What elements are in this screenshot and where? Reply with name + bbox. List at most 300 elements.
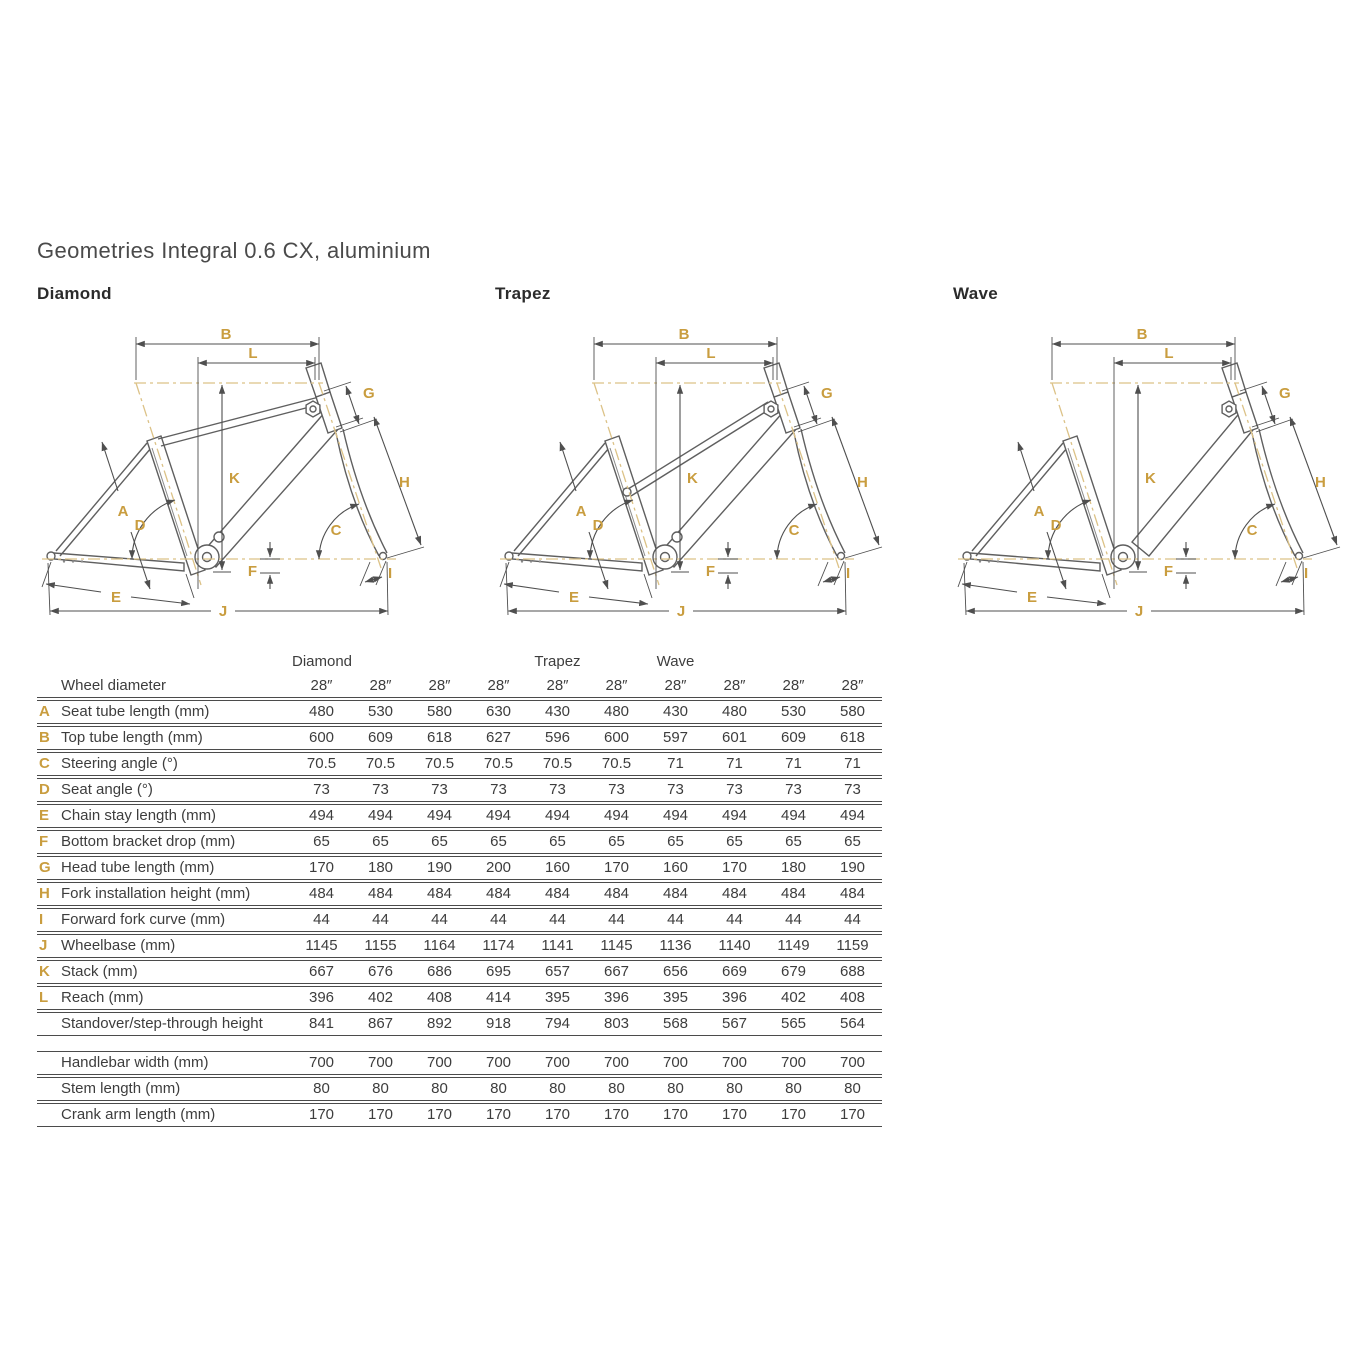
- diagram-line: [161, 404, 321, 446]
- row-letter: K: [39, 963, 50, 980]
- cell-value: 65: [667, 833, 684, 850]
- cell-value: 609: [367, 729, 394, 746]
- row-label: Stack (mm): [61, 963, 138, 980]
- cell-value: 170: [721, 859, 748, 876]
- cell-value: 73: [372, 781, 389, 798]
- diagram-line: [1262, 386, 1275, 424]
- row-label: Chain stay length (mm): [61, 807, 217, 824]
- cell-value: 1145: [600, 937, 633, 954]
- fork-blade: [343, 429, 387, 553]
- cell-value: 80: [844, 1080, 861, 1097]
- row-label: Stem length (mm): [61, 1080, 181, 1097]
- table-row: [37, 700, 882, 724]
- row-letter: B: [39, 729, 50, 746]
- variant-heading: Wave: [953, 284, 998, 303]
- cell-value: 65: [608, 833, 625, 850]
- cell-value: 190: [426, 859, 453, 876]
- dim-letter-K: K: [1145, 470, 1156, 487]
- cell-value: 494: [839, 807, 866, 824]
- variant-heading: Trapez: [495, 284, 551, 303]
- table-group-label: Wave: [656, 653, 695, 670]
- motor-housing: [195, 545, 219, 569]
- table-row: [37, 752, 882, 776]
- frame-diagram-svg: [30, 306, 450, 636]
- row-letter: A: [39, 703, 50, 720]
- cell-value: 609: [780, 729, 807, 746]
- row-letter: L: [39, 989, 49, 1006]
- cell-value: 484: [662, 885, 689, 902]
- row-label: Head tube length (mm): [61, 859, 215, 876]
- cell-value: 28″: [664, 677, 687, 694]
- cell-value: 1145: [305, 937, 338, 954]
- diagram-line: [804, 386, 817, 424]
- cell-value: 1140: [718, 937, 751, 954]
- cell-value: 414: [485, 989, 512, 1006]
- cell-value: 700: [426, 1054, 453, 1071]
- cell-value: 480: [721, 703, 748, 720]
- cell-value: 600: [308, 729, 335, 746]
- cell-value: 565: [780, 1015, 807, 1032]
- diagram-line: [1047, 597, 1106, 604]
- cell-value: 430: [662, 703, 689, 720]
- variant-wave: [946, 284, 1366, 636]
- dim-letter-B: B: [220, 326, 232, 343]
- table-row: [37, 934, 882, 958]
- row-label: Steering angle (°): [61, 755, 178, 772]
- cell-value: 700: [662, 1054, 689, 1071]
- cell-value: 484: [308, 885, 335, 902]
- steerer-spacers: [306, 363, 330, 397]
- dim-letter-J: J: [1134, 603, 1144, 620]
- cell-value: 170: [603, 859, 630, 876]
- cell-value: 627: [485, 729, 512, 746]
- dim-letter-I: I: [846, 565, 851, 582]
- row-letter: C: [39, 755, 50, 772]
- dim-letter-A: A: [117, 503, 129, 520]
- cell-value: 170: [662, 1106, 689, 1123]
- cell-value: 1174: [482, 937, 515, 954]
- row-label: Seat tube length (mm): [61, 703, 210, 720]
- table-row: [37, 1077, 882, 1101]
- cell-value: 695: [485, 963, 512, 980]
- variant-diamond: [30, 284, 450, 636]
- steerer-spacers: [1222, 363, 1246, 397]
- cell-value: 484: [485, 885, 512, 902]
- cell-value: 402: [367, 989, 394, 1006]
- cell-value: 618: [426, 729, 453, 746]
- cell-value: 160: [662, 859, 689, 876]
- cell-value: 80: [313, 1080, 330, 1097]
- cell-value: 28″: [723, 677, 746, 694]
- cell-value: 170: [308, 859, 335, 876]
- cell-value: 190: [839, 859, 866, 876]
- table-group-label: Trapez: [534, 653, 581, 670]
- row-label: Bottom bracket drop (mm): [61, 833, 236, 850]
- row-letter: G: [39, 859, 51, 876]
- diagram-line: [962, 584, 1017, 592]
- headset-bolt: [764, 401, 778, 417]
- cell-value: 484: [544, 885, 571, 902]
- cell-value: 484: [721, 885, 748, 902]
- cell-value: 408: [839, 989, 866, 1006]
- cell-value: 65: [844, 833, 861, 850]
- cell-value: 180: [780, 859, 807, 876]
- cell-value: 494: [367, 807, 394, 824]
- row-label: Handlebar width (mm): [61, 1054, 209, 1071]
- chainstay-hole: [979, 560, 981, 562]
- dim-letter-I: I: [1304, 565, 1309, 582]
- cell-value: 700: [603, 1054, 630, 1071]
- cell-value: 618: [839, 729, 866, 746]
- diagram-line: [958, 562, 967, 587]
- cell-value: 80: [372, 1080, 389, 1097]
- cell-value: 395: [662, 989, 689, 1006]
- dim-letter-C: C: [1246, 522, 1258, 539]
- cell-value: 700: [367, 1054, 394, 1071]
- diagram-line: [42, 562, 51, 587]
- diagram-line: [644, 574, 652, 598]
- cell-value: 71: [785, 755, 802, 772]
- dim-letter-G: G: [1279, 385, 1291, 402]
- frame-diagram-svg: [946, 306, 1366, 636]
- steerer-spacers: [764, 363, 788, 397]
- cell-value: 688: [839, 963, 866, 980]
- diagram-line: [102, 442, 118, 491]
- cell-value: 700: [780, 1054, 807, 1071]
- row-letter: I: [39, 911, 44, 928]
- row-letter: D: [39, 781, 50, 798]
- diagram-line: [1018, 442, 1034, 491]
- chainstay-hole: [539, 560, 541, 562]
- cell-value: 484: [780, 885, 807, 902]
- dim-letter-L: L: [248, 345, 258, 362]
- cell-value: 396: [308, 989, 335, 1006]
- row-label: Wheel diameter: [61, 677, 167, 694]
- cell-value: 70.5: [424, 755, 455, 772]
- diagram-line: [500, 562, 509, 587]
- diagram-line: [46, 584, 101, 592]
- dim-letter-H: H: [1315, 474, 1326, 491]
- cell-value: 1155: [364, 937, 397, 954]
- table-group-header: [37, 652, 882, 672]
- cell-value: 667: [603, 963, 630, 980]
- table-row: [37, 804, 882, 828]
- row-label: Standover/step-through height: [61, 1015, 263, 1032]
- diagram-line: [504, 584, 559, 592]
- cell-value: 494: [426, 807, 453, 824]
- dim-letter-D: D: [134, 517, 146, 534]
- cell-value: 71: [726, 755, 743, 772]
- cell-value: 170: [544, 1106, 571, 1123]
- table-row: [37, 1051, 882, 1075]
- chainstay-hole: [521, 560, 523, 562]
- dim-letter-K: K: [687, 470, 698, 487]
- cell-value: 480: [603, 703, 630, 720]
- cell-value: 180: [367, 859, 394, 876]
- cell-value: 1159: [836, 937, 869, 954]
- chainstay-hole: [63, 560, 65, 562]
- cell-value: 80: [490, 1080, 507, 1097]
- diagram-line: [360, 562, 370, 586]
- dim-letter-J: J: [676, 603, 686, 620]
- cell-value: 80: [667, 1080, 684, 1097]
- cell-value: 794: [544, 1015, 571, 1032]
- dim-letter-B: B: [1136, 326, 1148, 343]
- dim-letter-I: I: [388, 565, 393, 582]
- cell-value: 200: [485, 859, 512, 876]
- cell-value: 80: [431, 1080, 448, 1097]
- table-row: [37, 908, 882, 932]
- variant-heading: Diamond: [37, 284, 112, 303]
- cell-value: 65: [431, 833, 448, 850]
- cell-value: 494: [780, 807, 807, 824]
- cell-value: 73: [490, 781, 507, 798]
- dim-letter-B: B: [678, 326, 690, 343]
- cell-value: 170: [308, 1106, 335, 1123]
- table-row: [37, 882, 882, 906]
- cell-value: 494: [308, 807, 335, 824]
- table-row: [37, 986, 882, 1010]
- dim-letter-C: C: [330, 522, 342, 539]
- cell-value: 160: [544, 859, 571, 876]
- diagram-line: [374, 417, 421, 545]
- dim-letter-E: E: [110, 589, 122, 606]
- cell-value: 44: [549, 911, 566, 928]
- spec-table: [37, 652, 882, 1127]
- row-letter: F: [39, 833, 49, 850]
- chainstay-hole: [530, 560, 532, 562]
- down-tube: [202, 411, 340, 567]
- dim-letter-D: D: [592, 517, 604, 534]
- chainstay-hole: [997, 560, 999, 562]
- row-letter: H: [39, 885, 50, 902]
- cell-value: 803: [603, 1015, 630, 1032]
- diagram-line: [514, 443, 605, 551]
- cell-value: 564: [839, 1015, 866, 1032]
- dim-letter-A: A: [575, 503, 587, 520]
- cell-value: 80: [785, 1080, 802, 1097]
- cell-value: 73: [667, 781, 684, 798]
- cell-value: 28″: [782, 677, 805, 694]
- diagram-line: [186, 574, 194, 598]
- cell-value: 28″: [546, 677, 569, 694]
- diagrams-row: [30, 284, 1370, 636]
- cell-value: 580: [839, 703, 866, 720]
- cell-value: 28″: [369, 677, 392, 694]
- diagram-line: [845, 547, 882, 558]
- cell-value: 44: [431, 911, 448, 928]
- chainstay-hole: [72, 560, 74, 562]
- cell-value: 494: [485, 807, 512, 824]
- table-row: [37, 675, 882, 698]
- cell-value: 71: [844, 755, 861, 772]
- cell-value: 70.5: [365, 755, 396, 772]
- cell-value: 44: [667, 911, 684, 928]
- dim-letter-J: J: [218, 603, 228, 620]
- cell-value: 44: [372, 911, 389, 928]
- cell-value: 841: [308, 1015, 335, 1032]
- row-letter: J: [39, 937, 48, 954]
- table-row: [37, 856, 882, 880]
- cell-value: 597: [662, 729, 689, 746]
- cell-value: 530: [780, 703, 807, 720]
- table-group-label: Diamond: [292, 653, 353, 670]
- cell-value: 396: [721, 989, 748, 1006]
- dim-letter-L: L: [1164, 345, 1174, 362]
- cell-value: 170: [367, 1106, 394, 1123]
- frame-diagram-svg: [488, 306, 908, 636]
- diagram-line: [319, 383, 381, 568]
- cell-value: 44: [844, 911, 861, 928]
- cell-value: 170: [721, 1106, 748, 1123]
- cell-value: 170: [839, 1106, 866, 1123]
- cell-value: 700: [839, 1054, 866, 1071]
- cell-value: 73: [313, 781, 330, 798]
- fork-blade: [1259, 429, 1303, 553]
- chainstay-hole: [81, 560, 83, 562]
- diagram-line: [1102, 574, 1110, 598]
- diagram-line: [56, 443, 147, 551]
- cell-value: 170: [603, 1106, 630, 1123]
- dim-letter-C: C: [788, 522, 800, 539]
- cell-value: 28″: [841, 677, 864, 694]
- diagram-line: [60, 448, 151, 556]
- diagram-line: [48, 563, 50, 615]
- cell-value: 1164: [423, 937, 456, 954]
- cell-value: 73: [431, 781, 448, 798]
- diagram-line: [1303, 547, 1340, 558]
- cell-value: 892: [426, 1015, 453, 1032]
- diagram-line: [131, 597, 190, 604]
- cell-value: 70.5: [601, 755, 632, 772]
- cell-value: 580: [426, 703, 453, 720]
- variant-trapez: [488, 284, 908, 636]
- cell-value: 408: [426, 989, 453, 1006]
- diagram-line: [777, 383, 839, 568]
- table-section-gap: [37, 1038, 882, 1051]
- cell-value: 70.5: [483, 755, 514, 772]
- table-row: [37, 778, 882, 802]
- fork-blade: [801, 429, 845, 553]
- row-label: Crank arm length (mm): [61, 1106, 216, 1123]
- diagram-line: [589, 597, 648, 604]
- table-row: [37, 1103, 882, 1127]
- cell-value: 686: [426, 963, 453, 980]
- cell-value: 73: [726, 781, 743, 798]
- table-row: [37, 830, 882, 854]
- dim-letter-H: H: [857, 474, 868, 491]
- diagram-line: [560, 442, 576, 491]
- cell-value: 80: [726, 1080, 743, 1097]
- cell-value: 80: [549, 1080, 566, 1097]
- row-label: Forward fork curve (mm): [61, 911, 226, 928]
- cell-value: 669: [721, 963, 748, 980]
- table-row: [37, 1012, 882, 1036]
- cell-value: 600: [603, 729, 630, 746]
- cell-value: 676: [367, 963, 394, 980]
- cell-value: 396: [603, 989, 630, 1006]
- cell-value: 918: [485, 1015, 512, 1032]
- cell-value: 71: [667, 755, 684, 772]
- diagram-line: [976, 448, 1067, 556]
- diagram-line: [1290, 417, 1337, 545]
- diagram-line: [834, 561, 844, 585]
- dim-letter-A: A: [1033, 503, 1045, 520]
- dim-letter-H: H: [399, 474, 410, 491]
- row-label: Reach (mm): [61, 989, 144, 1006]
- cell-value: 700: [308, 1054, 335, 1071]
- dim-letter-F: F: [1163, 563, 1173, 580]
- cell-value: 484: [367, 885, 394, 902]
- cell-value: 484: [839, 885, 866, 902]
- cell-value: 484: [426, 885, 453, 902]
- table-row: [37, 960, 882, 984]
- cell-value: 494: [662, 807, 689, 824]
- cell-value: 44: [785, 911, 802, 928]
- row-label: Seat angle (°): [61, 781, 153, 798]
- cell-value: 28″: [428, 677, 451, 694]
- cell-value: 28″: [310, 677, 333, 694]
- cell-value: 679: [780, 963, 807, 980]
- row-label: Top tube length (mm): [61, 729, 203, 746]
- motor-housing: [653, 545, 677, 569]
- cell-value: 484: [603, 885, 630, 902]
- cell-value: 65: [313, 833, 330, 850]
- row-label: Wheelbase (mm): [61, 937, 176, 954]
- cell-value: 44: [490, 911, 507, 928]
- dim-letter-F: F: [705, 563, 715, 580]
- cell-value: 44: [313, 911, 330, 928]
- cell-value: 73: [608, 781, 625, 798]
- cell-value: 480: [308, 703, 335, 720]
- cell-value: 170: [485, 1106, 512, 1123]
- cell-value: 430: [544, 703, 571, 720]
- motor-housing: [1111, 545, 1135, 569]
- cell-value: 70.5: [542, 755, 573, 772]
- cell-value: 1136: [659, 937, 692, 954]
- cell-value: 700: [544, 1054, 571, 1071]
- cell-value: 402: [780, 989, 807, 1006]
- cell-value: 596: [544, 729, 571, 746]
- cell-value: 65: [549, 833, 566, 850]
- cell-value: 73: [844, 781, 861, 798]
- diagram-line: [506, 563, 508, 615]
- diagram-line: [1235, 383, 1297, 568]
- cell-value: 530: [367, 703, 394, 720]
- cell-value: 73: [785, 781, 802, 798]
- cell-value: 65: [785, 833, 802, 850]
- dim-letter-G: G: [363, 385, 375, 402]
- cell-value: 601: [721, 729, 748, 746]
- dim-letter-L: L: [706, 345, 716, 362]
- cell-value: 657: [544, 963, 571, 980]
- row-letter: E: [39, 807, 50, 824]
- diagram-line: [158, 397, 319, 439]
- dim-letter-D: D: [1050, 517, 1062, 534]
- diagram-line: [832, 417, 879, 545]
- cell-value: 44: [726, 911, 743, 928]
- cell-value: 73: [549, 781, 566, 798]
- diagram-line: [972, 443, 1063, 551]
- diagram-line: [387, 547, 424, 558]
- chainstay-hole: [988, 560, 990, 562]
- diagram-line: [376, 561, 386, 585]
- cell-value: 1141: [541, 937, 574, 954]
- diagram-line: [1292, 561, 1302, 585]
- cell-value: 44: [608, 911, 625, 928]
- cell-value: 494: [721, 807, 748, 824]
- dim-letter-K: K: [229, 470, 240, 487]
